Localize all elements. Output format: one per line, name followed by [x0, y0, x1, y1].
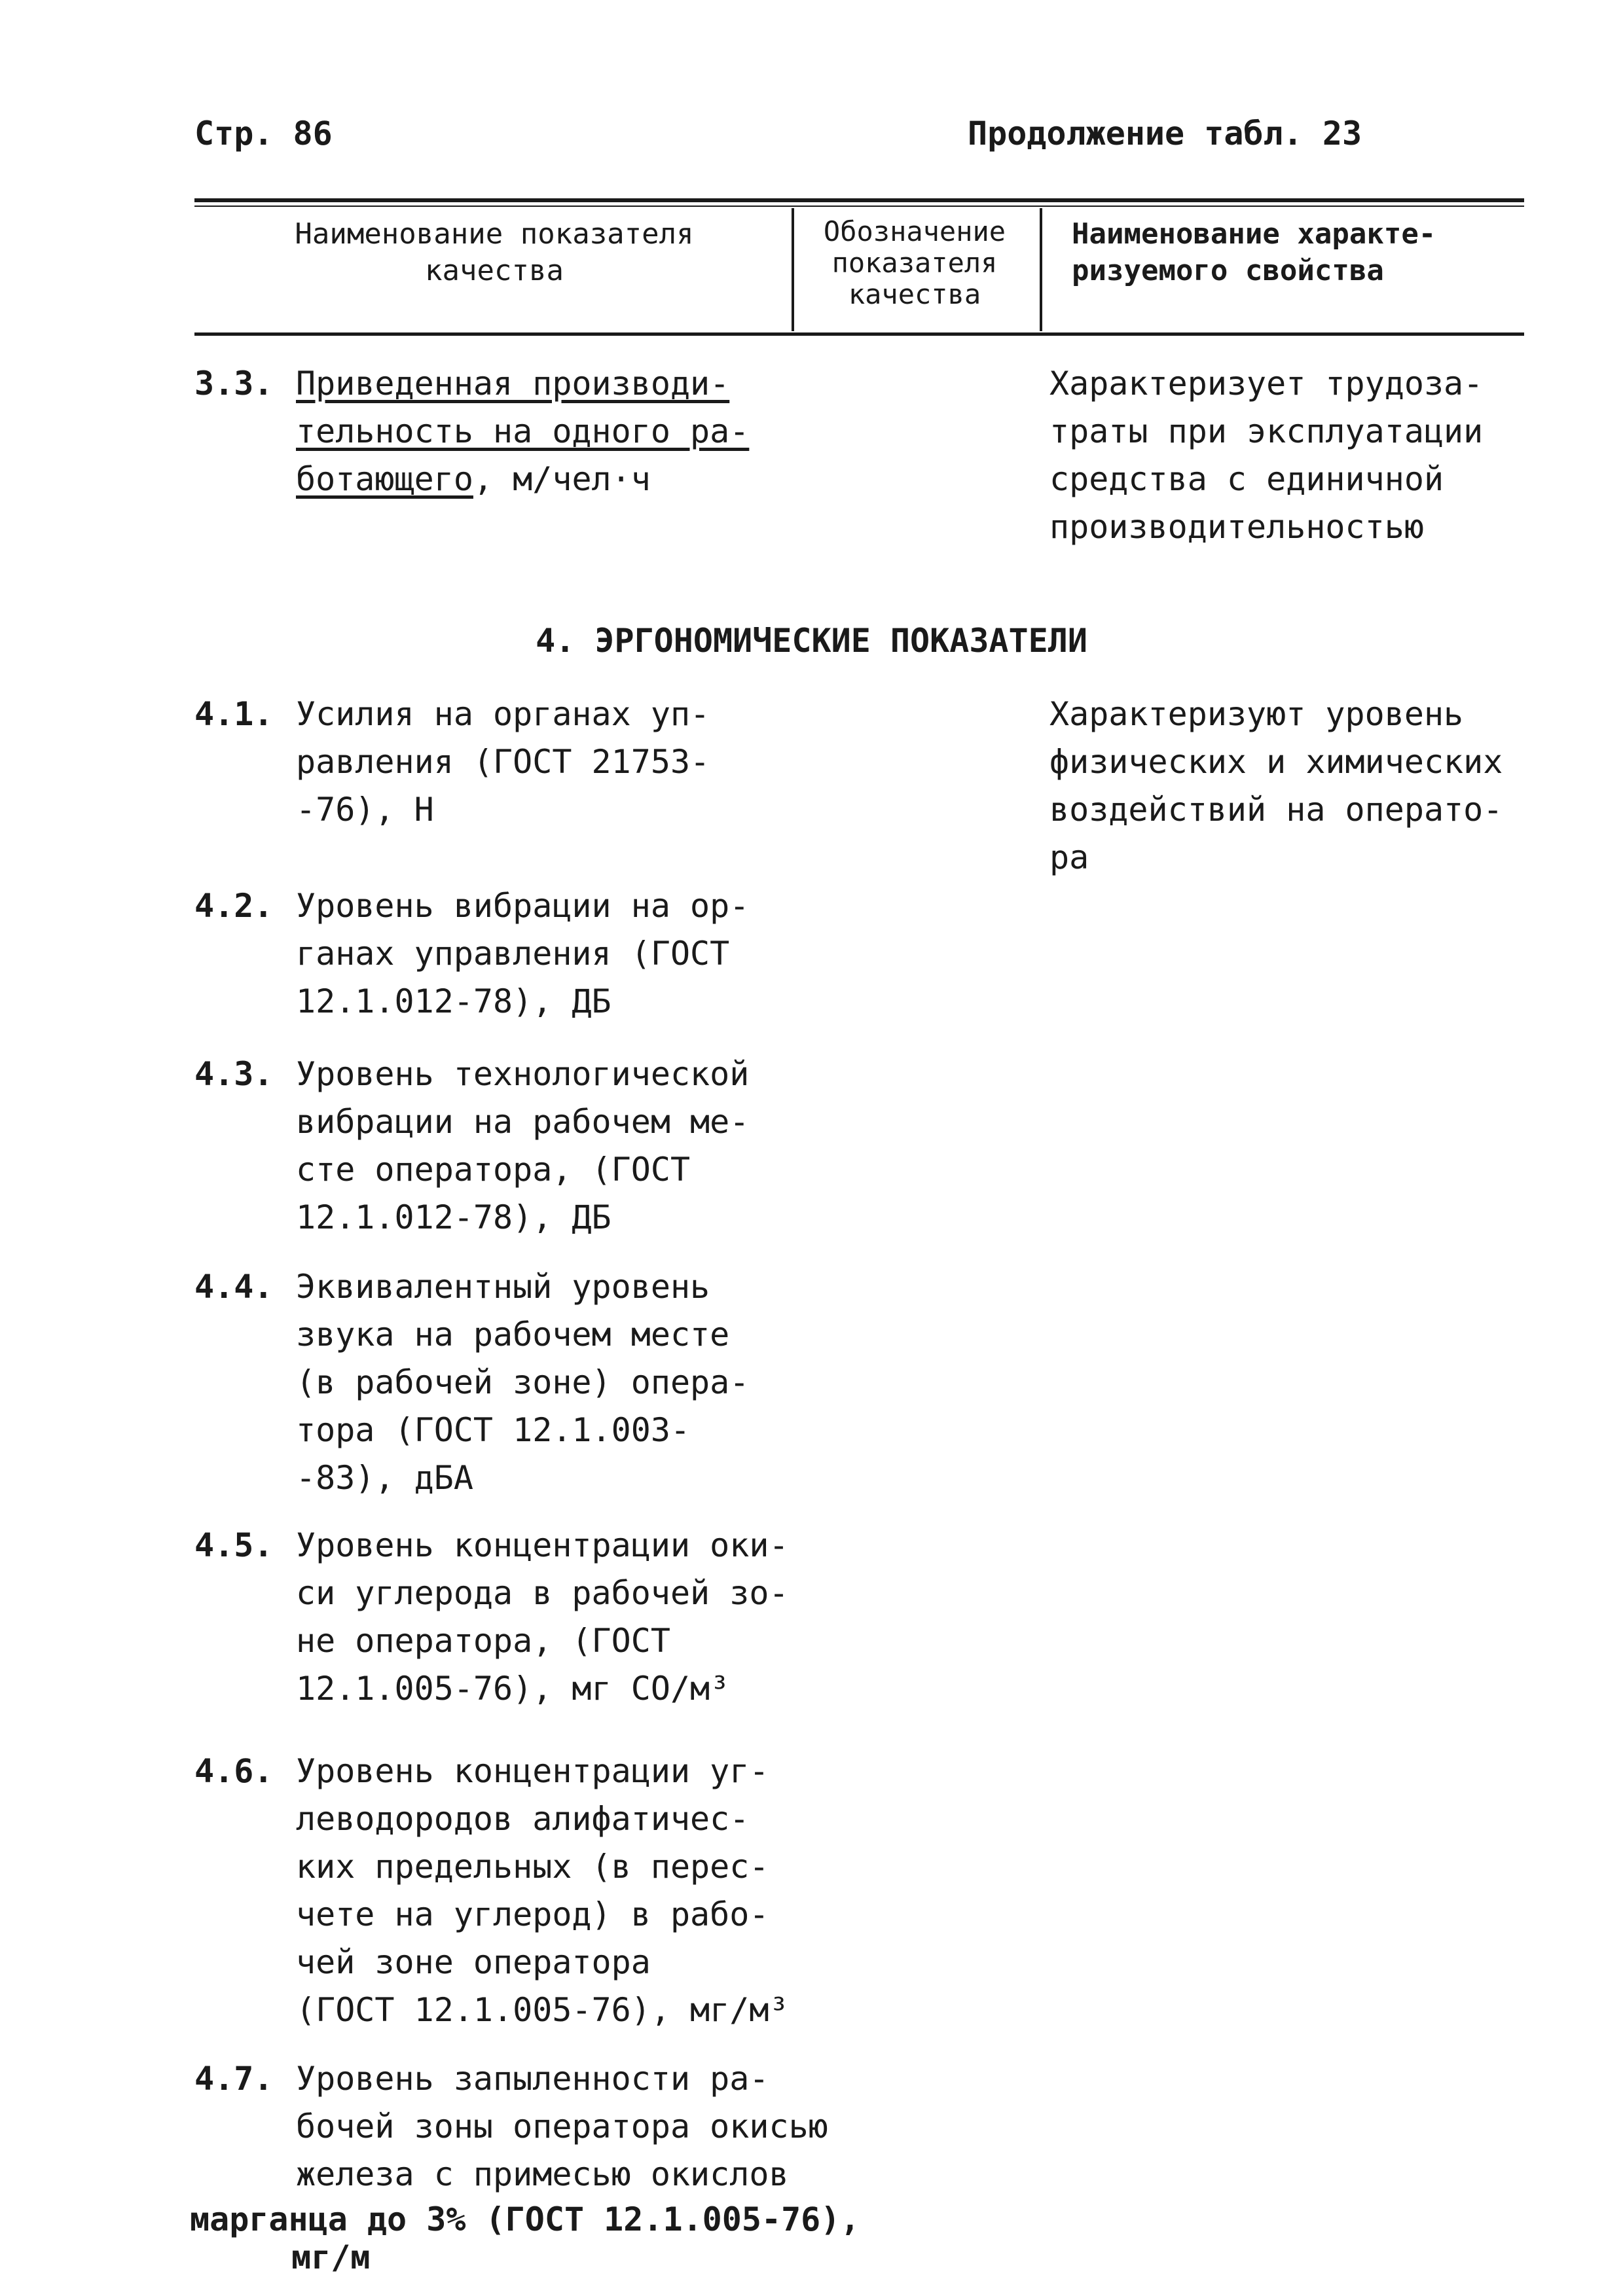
column-header-property: Наименование характе- ризуемого свойства — [1072, 217, 1436, 287]
row-indicator-name: Уровень вибрации на ор- ганах управления (ГОСТ 12.1.012-78), ДБ — [296, 887, 750, 1020]
row-number: 4.6. — [194, 1752, 274, 1790]
table-top-rule-thin — [194, 206, 1524, 207]
column-header-indicator-name: Наименование показателя качества — [295, 217, 694, 287]
row-number: 3.3. — [194, 365, 274, 403]
table-header-bottom-rule — [194, 332, 1524, 336]
row-indicator-continuation: марганца до 3% (ГОСТ 12.1.005-76), — [190, 2200, 860, 2238]
row-number: 4.3. — [194, 1055, 274, 1093]
table-top-rule — [194, 198, 1524, 202]
row-indicator-name: Уровень запыленности ра- бочей зоны оператора окисью железа с примесью окислов — [296, 2060, 828, 2193]
section-title: 4. ЭРГОНОМИЧЕСКИЕ ПОКАЗАТЕЛИ — [536, 622, 1087, 660]
section-characterized-property: Характеризуют уровень физических и химических воздействий на операто- ра — [1049, 695, 1503, 876]
row-characterized-property: Характеризует трудоза- траты при эксплуатации средства с единичной производительностью — [1049, 365, 1484, 546]
table-continuation-label: Продолжение табл. 23 — [968, 115, 1362, 152]
page-number: Стр. 86 — [194, 115, 333, 152]
row-number: 4.2. — [194, 887, 274, 925]
row-indicator-name: Уровень концентрации оки- си углерода в рабочей зо- не оператора, (ГОСТ 12.1.005-76), мг СО/м³ — [296, 1526, 789, 1708]
column-separator — [1040, 208, 1042, 331]
row-indicator-unit: , м/чел·ч — [473, 460, 651, 498]
row-indicator-unit: мг/м — [291, 2238, 371, 2276]
row-indicator-name: Эквивалентный уровень звука на рабочем месте (в рабочей зоне) опера- тора (ГОСТ 12.1.003- -83), дБА — [296, 1268, 750, 1497]
column-header-designation: Обозначение показателя качества — [823, 215, 1006, 310]
row-number: 4.7. — [194, 2060, 274, 2098]
row-indicator-name: Уровень технологической вибрации на рабочем ме- сте оператора, (ГОСТ 12.1.012-78), ДБ — [296, 1055, 750, 1236]
row-number: 4.4. — [194, 1268, 274, 1306]
row-indicator-name — [296, 360, 1016, 503]
row-number: 4.5. — [194, 1526, 274, 1564]
row-number: 4.1. — [194, 695, 274, 733]
row-indicator-title: Приведенная производи- тельность на одного ра- ботающего — [296, 365, 750, 498]
row-indicator-name: Усилия на органах уп- равления (ГОСТ 21753- -76), Н — [296, 695, 710, 829]
row-indicator-name: Уровень концентрации уг- леводородов алифатичес- ких предельных (в перес- чете на углерод) в рабо- чей зоне оператора (ГОСТ 12.1.005-76), мг/м³ — [296, 1752, 789, 2029]
